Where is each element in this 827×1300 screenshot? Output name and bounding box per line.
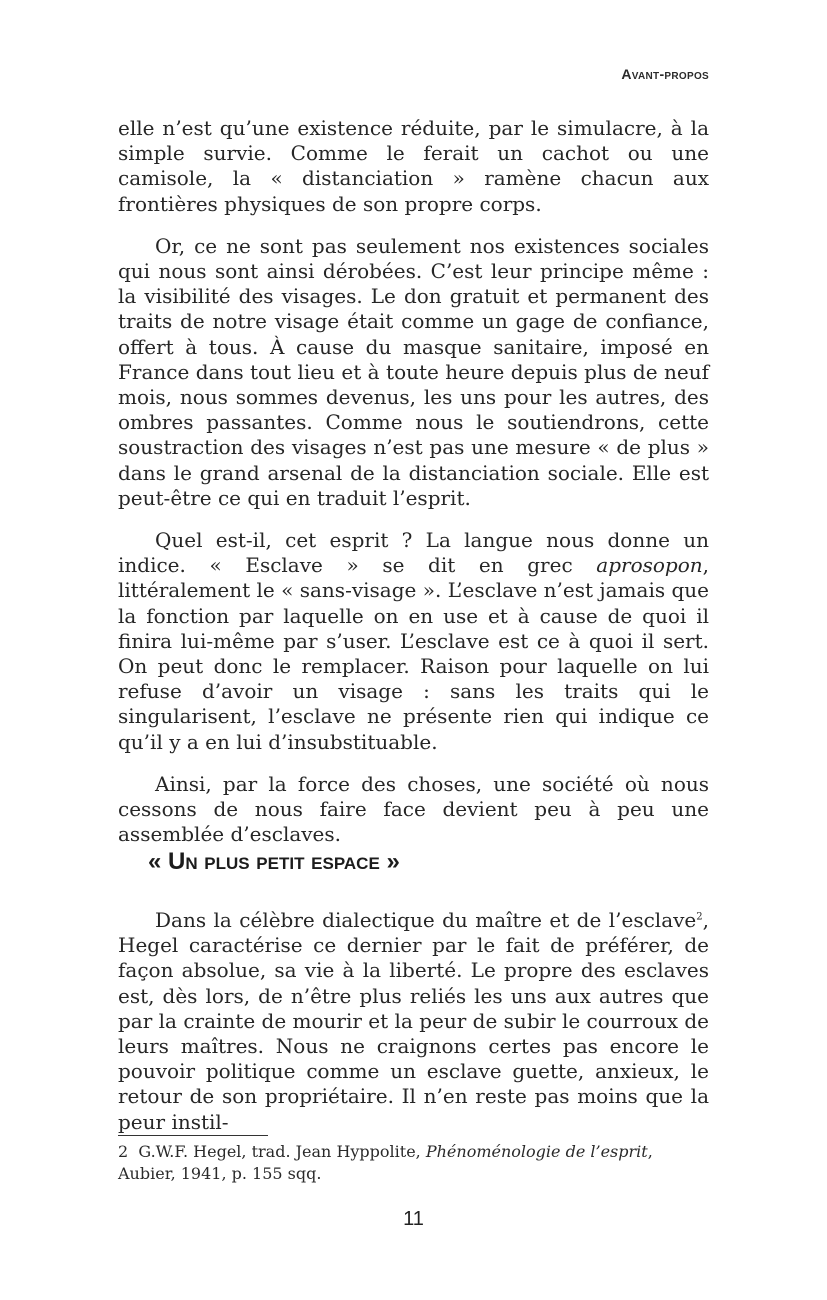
paragraph-2: Or, ce ne sont pas seulement nos existences sociales qui nous sont ainsi dérobées. C’est leur principe même : la visibilité des visages. Le don gratuit et permanent des traits de notre visage était comme un gage de confiance, offert à tous. À cause du masque sanitaire, imposé en France dans tout lieu et à toute heure depuis plus de neuf mois, nous sommes devenus, les uns pour les autres, des ombres passantes. Comme nous le soutiendrons, cette soustraction des visages n’est pas une mesure « de plus » dans le grand arsenal de la distanciation sociale. Elle est peut-être ce qui en traduit l’esprit.: [118, 233, 709, 510]
section-text: [118, 908, 709, 1135]
section-paragraph-end: , Hegel caractérise ce dernier par le fait de préférer, de façon absolue, sa vie à la liberté. Le propre des esclaves est, dès lors, de n’être plus reliés les uns aux autres que par la crainte de mourir et la peur de subir le courroux de leurs maîtres. Nous ne craignons certes pas encore le pouvoir politique comme un esclave guette, anxieux, le retour de son propriétaire. Il n’en reste pas moins que la peur instil-: [118, 908, 709, 1134]
paragraph-3: [118, 528, 709, 755]
section-heading: [148, 848, 400, 876]
footnote-divider: [118, 1135, 268, 1136]
running-header: [621, 66, 709, 82]
footnote: [118, 1141, 709, 1185]
main-text: [118, 116, 709, 864]
running-header-text: Avant-propos: [621, 66, 709, 82]
page-number: 11: [403, 1208, 424, 1230]
footnote-reference: 2: [696, 911, 703, 923]
paragraph-3-start: Quel est-il, cet esprit ? La langue nous donne un indice. « Esclave » se dit en grec: [118, 528, 709, 578]
heading-open-quote: «: [148, 848, 169, 875]
paragraph-4: Ainsi, par la force des choses, une société où nous cessons de nous faire face devient peu à peu une assemblée d’esclaves.: [118, 771, 709, 847]
footnote-citation-start: G.W.F. Hegel, trad. Jean Hyppolite,: [138, 1142, 426, 1161]
footnote-book-title: Phénoménologie de l’esprit: [425, 1142, 648, 1161]
greek-term: aprosopon: [596, 553, 703, 578]
section-paragraph: [118, 908, 709, 1135]
paragraph-1: elle n’est qu’une existence réduite, par le simulacre, à la simple survie. Comme le ferait un cachot ou une camisole, la « distanciation » ramène chacun aux frontières physiques de son propre corps.: [118, 116, 709, 216]
footnote-citation-end: , Aubier, 1941, p. 155 sqq.: [118, 1142, 653, 1183]
heading-text: Un plus petit espace: [168, 848, 380, 875]
heading-close-quote: »: [379, 848, 400, 875]
footnote-number: 2: [118, 1142, 129, 1161]
section-paragraph-start: Dans la célèbre dialectique du maître et de l’esclave: [155, 908, 697, 932]
paragraph-3-end: , littéralement le « sans-visage ». L’esclave n’est jamais que la fonction par laquelle on en use et à cause de quoi il finira lui-même par s’user. L’esclave est ce à quoi il sert. On peut donc le remplacer. Raison pour laquelle on lui refuse d’avoir un visage : sans les traits qui le singularisent, l’esclave ne présente rien qui indique ce qu’il y a en lui d’insubstituable.: [118, 553, 709, 754]
